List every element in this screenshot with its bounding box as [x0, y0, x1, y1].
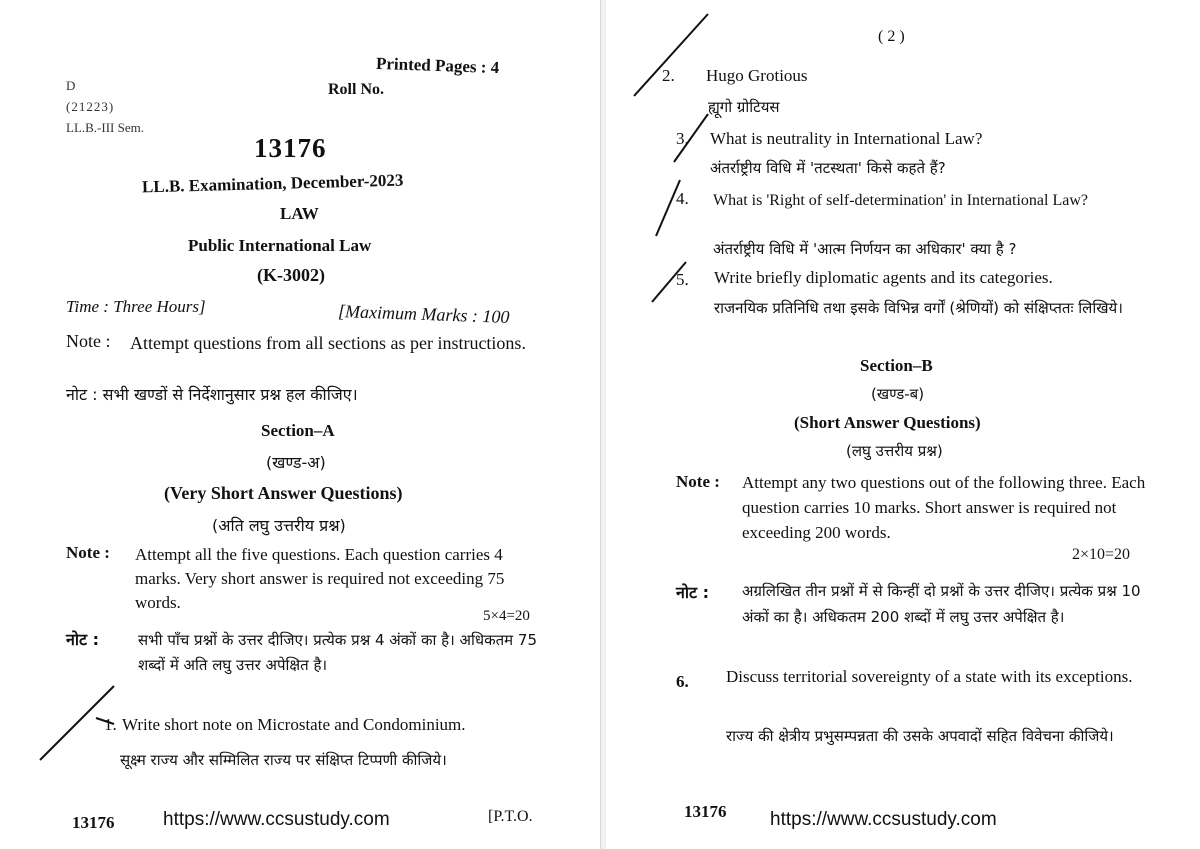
- section-b-heading: Section–B: [860, 356, 933, 375]
- note-b-hindi-label: नोट :: [676, 583, 710, 602]
- footer-code-right: 13176: [684, 802, 727, 821]
- q5-number: 5.: [676, 270, 689, 289]
- q1-hindi: सूक्ष्म राज्य और सम्मिलित राज्य पर संक्षिप्त टिप्पणी कीजिये।: [120, 751, 447, 769]
- q1-number: 1.: [104, 715, 117, 734]
- q2-text: Hugo Grotious: [706, 66, 808, 85]
- q3-hindi: अंतर्राष्ट्रीय विधि में 'तटस्थता' किसे कहते हैं?: [710, 159, 946, 177]
- q1-text: Write short note on Microstate and Condominium.: [122, 715, 466, 734]
- footer-pto: [P.T.O.: [488, 808, 533, 825]
- page-number: ( 2 ): [878, 28, 905, 45]
- note-b-text: Attempt any two questions out of the following three. Each question carries 10 marks. Short answer is required not exceeding 200 words.: [742, 473, 1146, 542]
- note2-label: Note :: [66, 543, 110, 562]
- time-label: Time : Three Hours]: [66, 297, 206, 316]
- meta-code: (21223): [66, 99, 115, 114]
- q5-text: Write briefly diplomatic agents and its categories.: [714, 268, 1053, 287]
- right-page: [606, 0, 1200, 849]
- q4-number: 4.: [676, 189, 689, 208]
- footer-url-right[interactable]: https://www.ccsustudy.com: [770, 809, 997, 830]
- note-b-label: Note :: [676, 472, 720, 491]
- section-b-title: (Short Answer Questions): [794, 413, 981, 432]
- q3-text: What is neutrality in International Law?: [710, 129, 983, 148]
- course-code: (K-3002): [257, 265, 325, 285]
- pen-tick-mark: [30, 680, 120, 770]
- q6-hindi: राज्य की क्षेत्रीय प्रभुसम्पन्नता की उसके अपवादों सहित विवेचना कीजिये।: [726, 727, 1114, 745]
- printed-pages: Printed Pages : 4: [375, 53, 500, 78]
- q2-number: 2.: [662, 66, 675, 85]
- section-b-hindi: (खण्ड-ब): [871, 385, 925, 403]
- meta-d: D: [66, 78, 76, 93]
- q6-number: 6.: [676, 672, 689, 691]
- footer-code: 13176: [72, 813, 115, 832]
- max-marks: [Maximum Marks : 100: [337, 301, 510, 327]
- meta-course: LL.B.-III Sem.: [66, 120, 144, 135]
- q4-text: What is 'Right of self-determination' in International Law?: [713, 192, 1088, 209]
- note-label: Note :: [66, 331, 111, 351]
- q4-hindi: अंतर्राष्ट्रीय विधि में 'आत्म निर्णयन का अधिकार' क्या है ?: [713, 240, 1017, 258]
- exam-title: LL.B. Examination, December-2023: [141, 170, 404, 197]
- note2-hindi-label: नोट :: [66, 630, 100, 649]
- section-a-heading: Section–A: [261, 421, 335, 440]
- q2-hindi: ह्यूगो ग्रोटियस: [708, 98, 780, 116]
- note-hindi: नोट : सभी खण्डों से निर्देशानुसार प्रश्न हल कीजिए।: [66, 385, 358, 404]
- note-b-hindi-text: अग्रलिखित तीन प्रश्नों में से किन्हीं दो प्रश्नों के उत्तर दीजिए। प्रत्येक प्रश्न 10 अंकों का है। अधिकतम 200 शब्दों में लघु उत्तर अपेक्षित है।: [742, 582, 1141, 626]
- q3-number: 3.: [676, 129, 689, 148]
- footer-url[interactable]: https://www.ccsustudy.com: [163, 809, 390, 830]
- section-a-hindi: (खण्ड-अ): [266, 453, 326, 472]
- pen-tick-marks: [626, 10, 716, 310]
- section-a-title-hindi: (अति लघु उत्तरीय प्रश्न): [212, 516, 346, 535]
- section-b-title-hindi: (लघु उत्तरीय प्रश्न): [846, 442, 943, 460]
- paper-title: Public International Law: [188, 236, 372, 255]
- note-b-marks: 2×10=20: [1072, 546, 1131, 563]
- note2-text: Attempt all the five questions. Each question carries 4 marks. Very short answer is required not exceeding 75 words.: [135, 545, 505, 612]
- note-text: Attempt questions from all sections as per instructions.: [130, 333, 526, 353]
- q6-text: Discuss territorial sovereignty of a state with its exceptions.: [726, 667, 1133, 686]
- paper-code: 13176: [254, 133, 327, 163]
- section-a-title: (Very Short Answer Questions): [164, 483, 403, 503]
- note2-hindi-text: सभी पाँच प्रश्नों के उत्तर दीजिए। प्रत्येक प्रश्न 4 अंकों का है। अधिकतम 75 शब्दों में अति लघु उत्तर अपेक्षित है।: [138, 631, 538, 674]
- note2-marks: 5×4=20: [483, 608, 530, 624]
- roll-no-label: Roll No.: [328, 81, 384, 98]
- subject: LAW: [280, 204, 319, 223]
- q5-hindi: राजनयिक प्रतिनिधि तथा इसके विभिन्न वर्गों (श्रेणियों) को संक्षिप्ततः लिखिये।: [714, 299, 1123, 317]
